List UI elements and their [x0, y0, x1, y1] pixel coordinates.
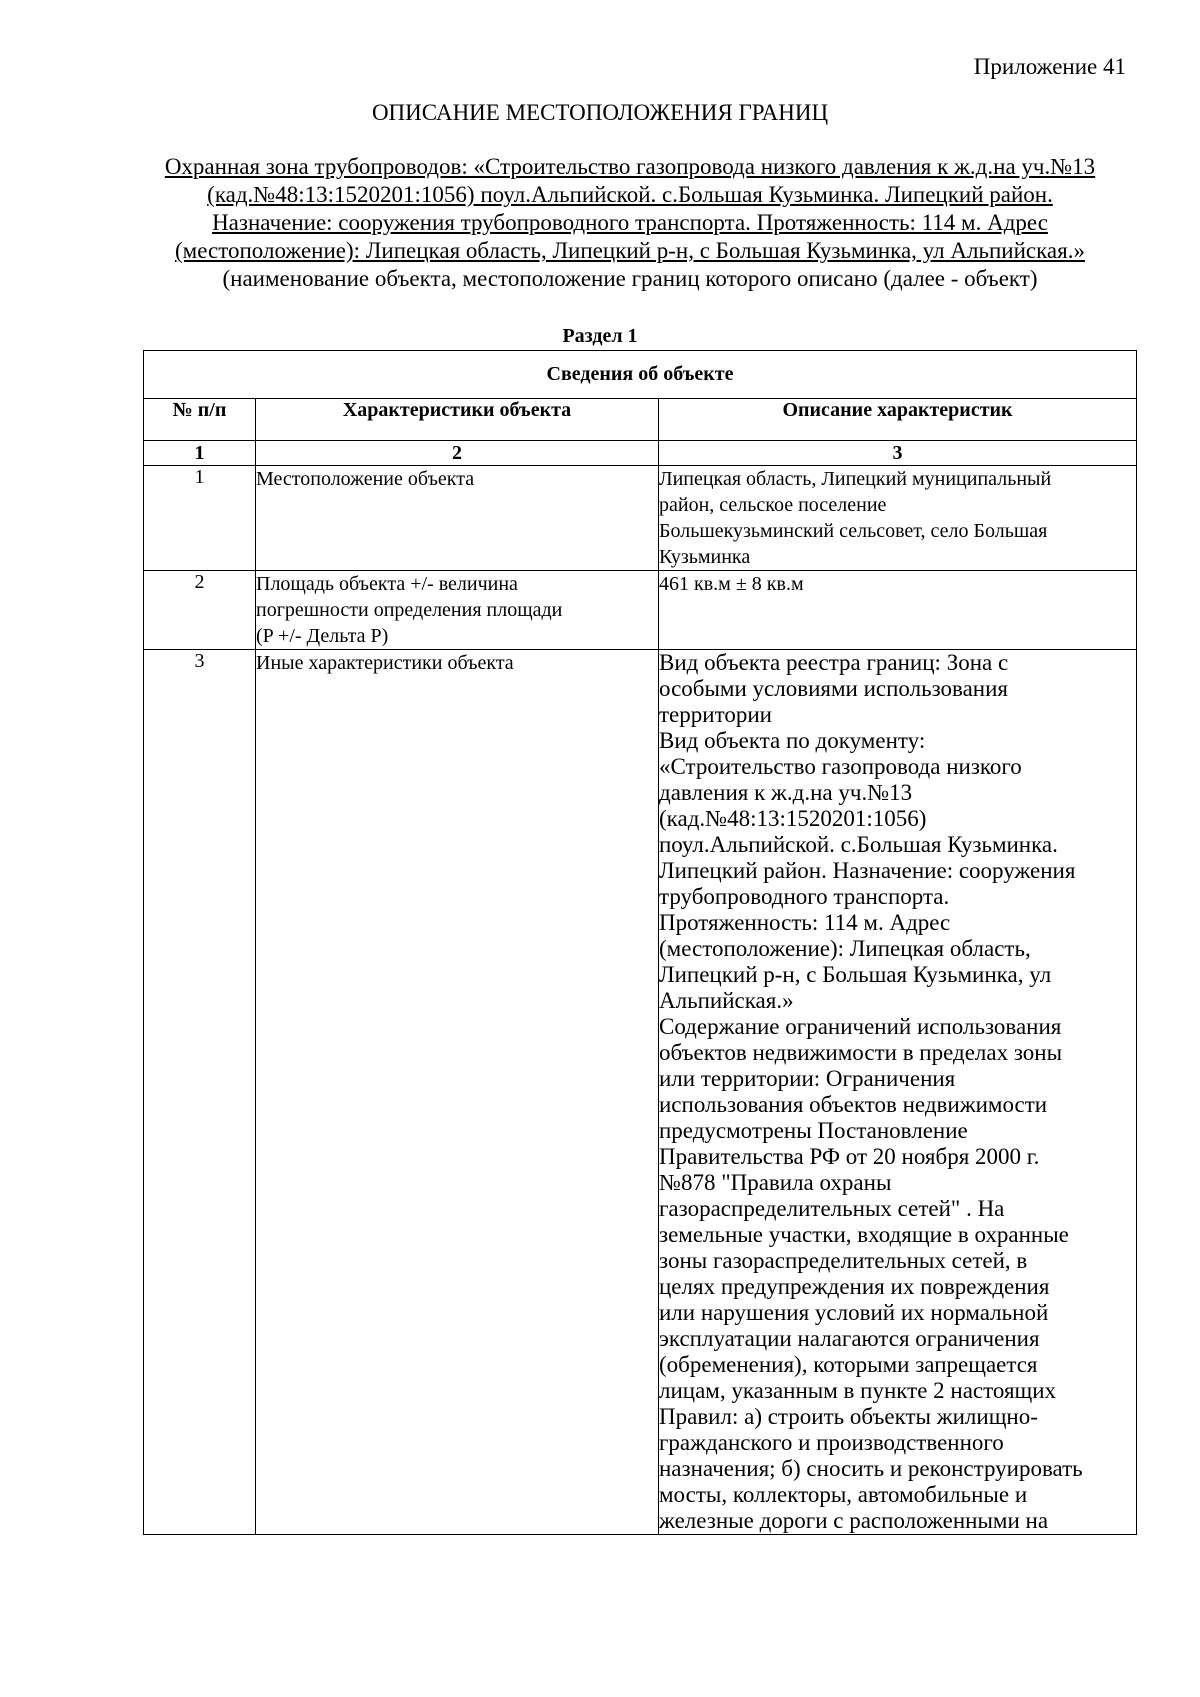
description-line: особыми условиями использования — [659, 676, 1008, 701]
row-characteristic — [256, 650, 659, 1535]
description-line: Содержание ограничений использования — [659, 1014, 1062, 1039]
description-line: гражданского и производственного — [659, 1430, 1004, 1455]
characteristic-line: погрешности определения площади — [256, 599, 563, 621]
object-line: (местоположение): Липецкая область, Липецкий р-н, с Большая Кузьминка, ул Альпийская.» — [175, 238, 1085, 263]
row-description — [659, 650, 1137, 1535]
description-line: Кузьминка — [659, 546, 751, 568]
description-line: зоны газораспределительных сетей, в — [659, 1248, 1028, 1273]
column-header: Характеристики объекта — [256, 399, 659, 441]
characteristic-line: Площадь объекта +/- величина — [256, 573, 518, 595]
description-line: (обременения), которыми запрещается — [659, 1352, 1038, 1377]
description-line: или нарушения условий их нормальной — [659, 1300, 1049, 1325]
column-number: 1 — [144, 441, 256, 466]
object-note: (наименование объекта, местоположение границ которого описано (далее - объект) — [222, 266, 1038, 291]
object-description — [130, 153, 1130, 293]
column-number: 2 — [256, 441, 659, 466]
description-line: Правительства РФ от 20 ноября 2000 г. — [659, 1144, 1040, 1169]
table-caption: Сведения об объекте — [144, 351, 1137, 399]
table-row — [144, 466, 1137, 571]
characteristic-line: (P +/- Дельта P) — [256, 625, 389, 647]
section-title: Раздел 1 — [562, 325, 638, 347]
column-header: Описание характеристик — [659, 399, 1137, 441]
description-line: объектов недвижимости в пределах зоны — [659, 1040, 1063, 1065]
table-row — [144, 650, 1137, 1535]
description-line: Липецкая область, Липецкий муниципальный — [659, 468, 1052, 490]
row-characteristic — [256, 571, 659, 650]
document-title: ОПИСАНИЕ МЕСТОПОЛОЖЕНИЯ ГРАНИЦ — [371, 100, 829, 125]
description-line: лицам, указанным в пункте 2 настоящих — [659, 1378, 1057, 1403]
description-line: земельные участки, входящие в охранные — [659, 1222, 1069, 1247]
description-line: Вид объекта по документу: — [659, 728, 926, 753]
description-line: или территории: Ограничения — [659, 1066, 956, 1091]
row-description — [659, 571, 1137, 650]
description-line: «Строительство газопровода низкого — [659, 754, 1022, 779]
description-line: использования объектов недвижимости — [659, 1092, 1048, 1117]
description-line: Правил: а) строить объекты жилищно- — [659, 1404, 1038, 1429]
object-line: Охранная зона трубопроводов: «Строительство газопровода низкого давления к ж.д.на уч.№13 — [164, 154, 1096, 179]
description-line: мосты, коллекторы, автомобильные и — [659, 1482, 1028, 1507]
row-characteristic — [256, 466, 659, 571]
description-line: поул.Альпийской. с.Большая Кузьминка. — [659, 832, 1058, 857]
description-line: Большекузьминский сельсовет, село Большая — [659, 520, 1048, 542]
description-line: №878 "Правила охраны — [659, 1170, 892, 1195]
object-line: Назначение: сооружения трубопроводного транспорта. Протяженность: 114 м. Адрес — [212, 210, 1048, 235]
description-line: Липецкий р-н, с Большая Кузьминка, ул — [659, 962, 1052, 987]
description-line: Вид объекта реестра границ: Зона с — [659, 650, 1009, 675]
description-line: эксплуатации налагаются ограничения — [659, 1326, 1040, 1351]
object-info-table — [143, 350, 1137, 1535]
description-line: целях предупреждения их повреждения — [659, 1274, 1050, 1299]
description-line: трубопроводного транспорта. — [659, 884, 950, 909]
appendix-label: Приложение 41 — [973, 54, 1126, 79]
description-line: Протяженность: 114 м. Адрес — [659, 910, 951, 935]
object-line: (кад.№48:13:1520201:1056) поул.Альпийской. с.Большая Кузьминка. Липецкий район. — [207, 182, 1053, 207]
description-line: (местоположение): Липецкая область, — [659, 936, 1031, 961]
description-line: газораспределительных сетей" . На — [659, 1196, 1005, 1221]
column-header: № п/п — [144, 399, 256, 441]
table-row — [144, 571, 1137, 650]
row-number: 2 — [144, 571, 256, 650]
description-line: назначения; б) сносить и реконструировать — [659, 1456, 1083, 1481]
row-description — [659, 466, 1137, 571]
column-number: 3 — [659, 441, 1137, 466]
description-line: Липецкий район. Назначение: сооружения — [659, 858, 1076, 883]
description-line: железные дороги с расположенными на — [659, 1508, 1049, 1533]
row-number: 3 — [144, 650, 256, 1535]
description-line: территории — [659, 702, 772, 727]
description-line: район, сельское поселение — [659, 494, 887, 516]
description-line: предусмотрены Постановление — [659, 1118, 968, 1143]
description-line: (кад.№48:13:1520201:1056) — [659, 806, 927, 831]
characteristic-line: Иные характеристики объекта — [256, 652, 514, 674]
row-number: 1 — [144, 466, 256, 571]
description-line: 461 кв.м ± 8 кв.м — [659, 573, 804, 595]
description-line: Альпийская.» — [659, 988, 794, 1013]
description-line: давления к ж.д.на уч.№13 — [659, 780, 913, 805]
characteristic-line: Местоположение объекта — [256, 468, 475, 490]
